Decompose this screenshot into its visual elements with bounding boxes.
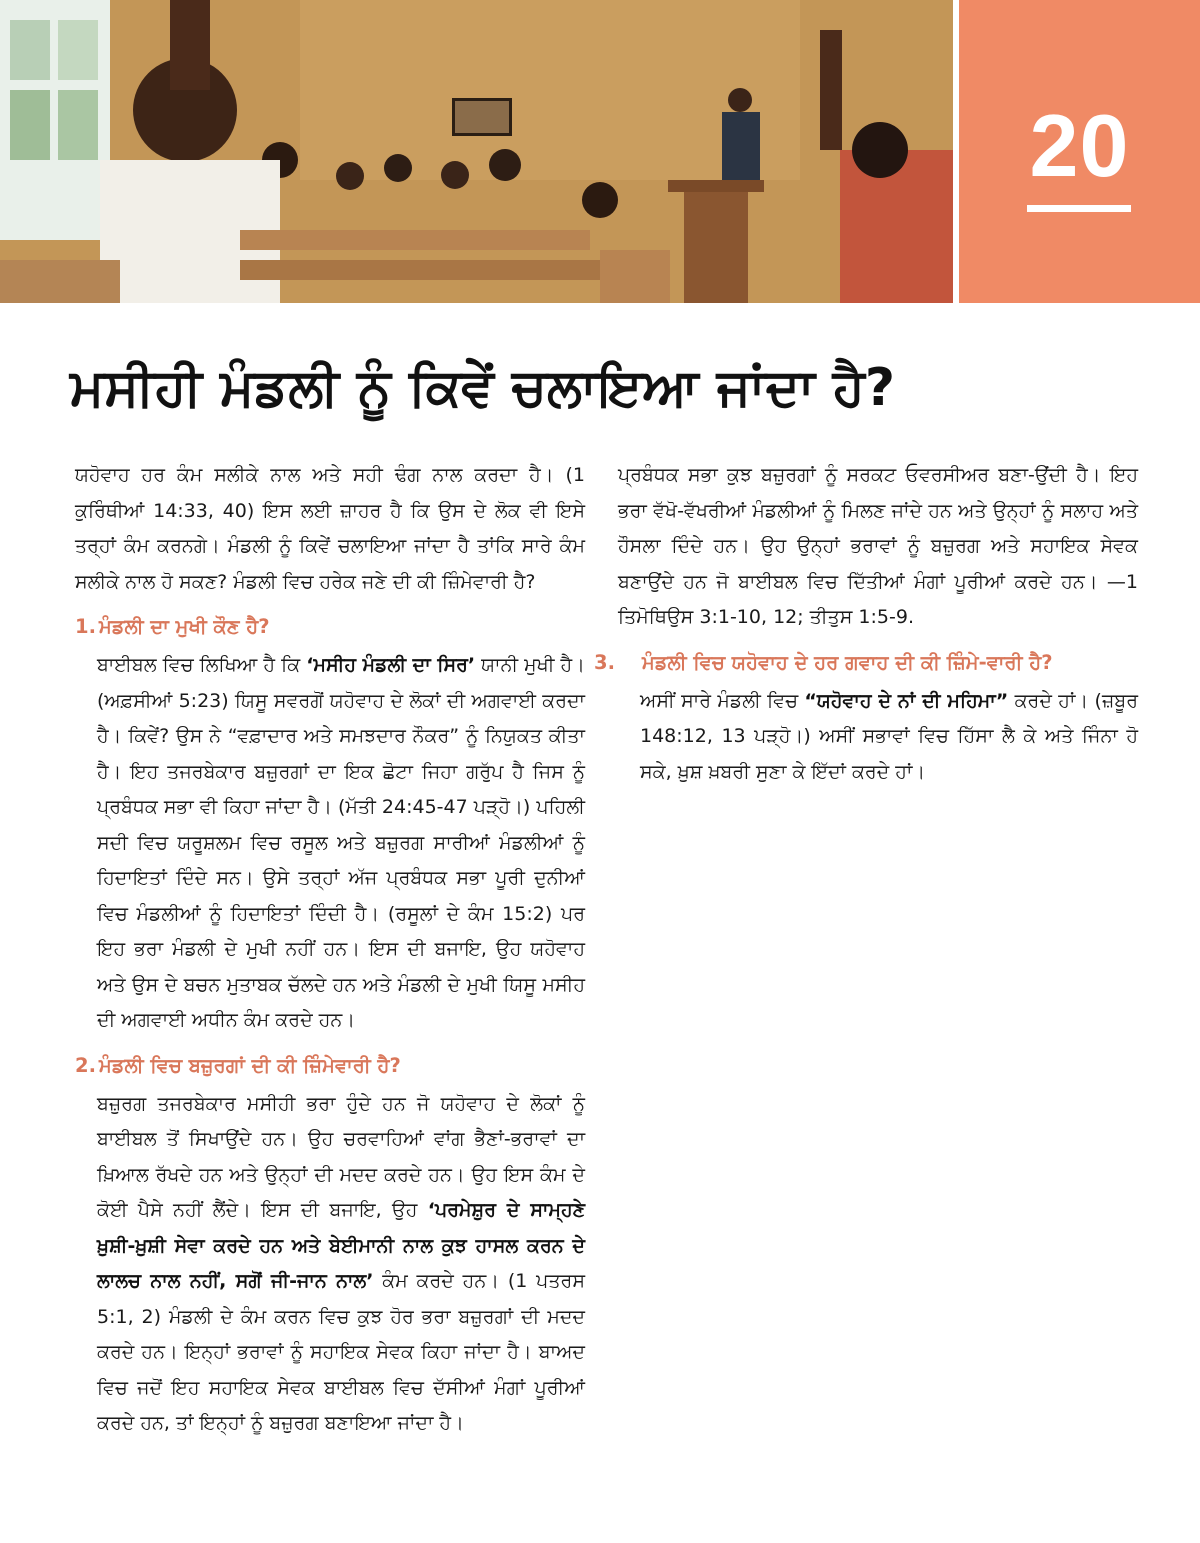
answer-2-emphasis: ‘ਪਰਮੇਸ਼ੁਰ ਦੇ ਸਾਮ੍ਹਣੇ ਖ਼ੁਸ਼ੀ-ਖ਼ੁਸ਼ੀ ਸੇਵਾ ਕਰਦੇ ਹਨ ਅਤੇ ਬੇਈਮਾਨੀ ਨਾਲ ਕੁਝ ਹਾਸਲ ਕਰਨ ਦੇ ਲਾਲਚ ਨਾਲ ਨਹੀਂ, ਸਗੋਂ ਜੀ-ਜਾਨ ਨਾਲ’ <box>97 1199 585 1292</box>
question-2-number: 2. <box>75 1053 96 1077</box>
speaker-figure <box>722 112 760 182</box>
question-2-heading <box>75 1049 585 1083</box>
intro-paragraph: ਯਹੋਵਾਹ ਹਰ ਕੰਮ ਸਲੀਕੇ ਨਾਲ ਅਤੇ ਸਹੀ ਢੰਗ ਨਾਲ ਕਰਦਾ ਹੈ। (1 ਕੁਰਿੰਥੀਆਂ 14:33, 40) ਇਸ ਲਈ ਜ਼ਾਹਰ ਹੈ ਕਿ ਉਸ ਦੇ ਲੋਕ ਵੀ ਇਸੇ ਤਰ੍ਹਾਂ ਕੰਮ ਕਰਨਗੇ। ਮੰਡਲੀ ਨੂੰ ਕਿਵੇਂ ਚਲਾਇਆ ਜਾਂਦਾ ਹੈ ਤਾਂਕਿ ਸਾਰੇ ਕੰਮ ਸਲੀਕੇ ਨਾਲ ਹੋ ਸਕਣ? ਮੰਡਲੀ ਵਿਚ ਹਰੇਕ ਜਣੇ ਦੀ ਕੀ ਜ਼ਿੰਮੇਵਾਰੀ ਹੈ? <box>75 464 585 593</box>
lesson-number-box <box>959 0 1200 303</box>
answer-1-paragraph <box>75 648 585 1039</box>
audience-member <box>840 150 953 303</box>
page-title: ਮਸੀਹੀ ਮੰਡਲੀ ਨੂੰ ਕਿਵੇਂ ਚਲਾਇਆ ਜਾਂਦਾ ਹੈ? <box>70 358 895 418</box>
answer-2-text-b: ਕੰਮ ਕਰਦੇ ਹਨ। (1 ਪਤਰਸ 5:1, 2) ਮੰਡਲੀ ਦੇ ਕੰਮ ਕਰਨ ਵਿਚ ਕੁਝ ਹੋਰ ਭਰਾ ਬਜ਼ੁਰਗਾਂ ਦੀ ਮਦਦ ਕਰਦੇ ਹਨ। ਇਨ੍ਹਾਂ ਭਰਾਵਾਂ ਨੂੰ ਸਹਾਇਕ ਸੇਵਕ ਕਿਹਾ ਜਾਂਦਾ ਹੈ। ਬਾਅਦ ਵਿਚ ਜਦੋਂ ਇਹ ਸਹਾਇਕ ਸੇਵਕ ਬਾਈਬਲ ਵਿਚ ਦੱਸੀਆਂ ਮੰਗਾਂ ਪੂਰੀਆਂ ਕਰਦੇ ਹਨ, ਤਾਂ ਇਨ੍ਹਾਂ ਨੂੰ ਬਜ਼ੁਰਗ ਬਣਾਇਆ ਜਾਂਦਾ ਹੈ। <box>97 1270 585 1434</box>
bench <box>240 230 590 250</box>
answer-3-paragraph <box>618 684 1138 791</box>
answer-3-emphasis: “ਯਹੋਵਾਹ ਦੇ ਨਾਂ ਦੀ ਮਹਿਮਾ” <box>804 689 1009 712</box>
lesson-number: 20 <box>1029 96 1130 195</box>
left-column <box>75 458 585 1448</box>
question-2-text: ਮੰਡਲੀ ਵਿਚ ਬਜ਼ੁਰਗਾਂ ਦੀ ਕੀ ਜ਼ਿੰਮੇਵਾਰੀ ਹੈ? <box>99 1053 401 1077</box>
question-3-heading <box>594 646 1138 680</box>
answer-2-paragraph <box>75 1087 585 1442</box>
hero-image <box>0 0 953 303</box>
answer-1-emphasis: ‘ਮਸੀਹ ਮੰਡਲੀ ਦਾ ਸਿਰ’ <box>306 654 476 676</box>
right-column <box>594 458 1138 796</box>
question-3-number: 3. <box>594 650 615 674</box>
lesson-number-underline <box>1027 205 1131 212</box>
congregation-meeting-illustration <box>0 0 953 303</box>
answer-2-text-a: ਬਜ਼ੁਰਗ ਤਜਰਬੇਕਾਰ ਮਸੀਹੀ ਭਰਾ ਹੁੰਦੇ ਹਨ ਜੋ ਯਹੋਵਾਹ ਦੇ ਲੋਕਾਂ ਨੂੰ ਬਾਈਬਲ ਤੋਂ ਸਿਖਾਉਂਦੇ ਹਨ। ਉਹ ਚਰਵਾਹਿਆਂ ਵਾਂਗ ਭੈਣਾਂ-ਭਰਾਵਾਂ ਦਾ ਖ਼ਿਆਲ ਰੱਖਦੇ ਹਨ ਅਤੇ ਉਨ੍ਹਾਂ ਦੀ ਮਦਦ ਕਰਦੇ ਹਨ। ਉਹ ਇਸ ਕੰਮ ਦੇ ਕੋਈ ਪੈਸੇ ਨਹੀਂ ਲੈਂਦੇ। ਇਸ ਦੀ ਬਜਾਇ, ਉਹ <box>97 1092 585 1221</box>
answer-3-text-b: ਕਰਦੇ ਹਾਂ। (ਜ਼ਬੂਰ 148:12, 13 ਪੜ੍ਹੋ।) ਅਸੀਂ ਸਭਾਵਾਂ ਵਿਚ ਹਿੱਸਾ ਲੈ ਕੇ ਅਤੇ ਜਿੰਨਾ ਹੋ ਸਕੇ, ਖ਼ੁਸ਼ ਖ਼ਬਰੀ ਸੁਣਾ ਕੇ ਇੱਦਾਂ ਕਰਦੇ ਹਾਂ। <box>640 689 1138 783</box>
podium <box>684 192 748 303</box>
answer-2-paragraph-2: ਪ੍ਰਬੰਧਕ ਸਭਾ ਕੁਝ ਬਜ਼ੁਰਗਾਂ ਨੂੰ ਸਰਕਟ ਓਵਰਸੀਅਰ ਬਣਾ-ਉਂਦੀ ਹੈ। ਇਹ ਭਰਾ ਵੱਖੋ-ਵੱਖਰੀਆਂ ਮੰਡਲੀਆਂ ਨੂੰ ਮਿਲਣ ਜਾਂਦੇ ਹਨ ਅਤੇ ਉਨ੍ਹਾਂ ਨੂੰ ਸਲਾਹ ਅਤੇ ਹੌਸਲਾ ਦਿੰਦੇ ਹਨ। ਉਹ ਉਨ੍ਹਾਂ ਭਰਾਵਾਂ ਨੂੰ ਬਜ਼ੁਰਗ ਅਤੇ ਸਹਾਇਕ ਸੇਵਕ ਬਣਾਉਂਦੇ ਹਨ ਜੋ ਬਾਈਬਲ ਵਿਚ ਦਿੱਤੀਆਂ ਮੰਗਾਂ ਪੂਰੀਆਂ ਕਰਦੇ ਹਨ। —1 ਤਿਮੋਥਿਉਸ 3:1-10, 12; ਤੀਤੁਸ 1:5-9. <box>618 464 1138 628</box>
answer-3-text-a: ਅਸੀਂ ਸਾਰੇ ਮੰਡਲੀ ਵਿਚ <box>640 689 805 712</box>
question-1-number: 1. <box>75 615 96 638</box>
answer-1-text-a: ਬਾਈਬਲ ਵਿਚ ਲਿਖਿਆ ਹੈ ਕਿ <box>97 654 307 676</box>
question-1-text: ਮੰਡਲੀ ਦਾ ਮੁਖੀ ਕੌਣ ਹੈ? <box>99 615 270 638</box>
answer-1-text-b: ਯਾਨੀ ਮੁਖੀ ਹੈ। (ਅਫ਼ਸੀਆਂ 5:23) ਯਿਸੂ ਸਵਰਗੋਂ ਯਹੋਵਾਹ ਦੇ ਲੋਕਾਂ ਦੀ ਅਗਵਾਈ ਕਰਦਾ ਹੈ। ਕਿਵੇਂ? ਉਸ ਨੇ “ਵਫ਼ਾਦਾਰ ਅਤੇ ਸਮਝਦਾਰ ਨੌਕਰ” ਨੂੰ ਨਿਯੁਕਤ ਕੀਤਾ ਹੈ। ਇਹ ਤਜਰਬੇਕਾਰ ਬਜ਼ੁਰਗਾਂ ਦਾ ਇਕ ਛੋਟਾ ਜਿਹਾ ਗਰੁੱਪ ਹੈ ਜਿਸ ਨੂੰ ਪ੍ਰਬੰਧਕ ਸਭਾ ਵੀ ਕਿਹਾ ਜਾਂਦਾ ਹੈ। (ਮੱਤੀ 24:45-47 ਪੜ੍ਹੋ।) ਪਹਿਲੀ ਸਦੀ ਵਿਚ ਯਰੂਸ਼ਲਮ ਵਿਚ ਰਸੂਲ ਅਤੇ ਬਜ਼ੁਰਗ ਸਾਰੀਆਂ ਮੰਡਲੀਆਂ ਨੂੰ ਹਿਦਾਇਤਾਂ ਦਿੰਦੇ ਸਨ। ਉਸੇ ਤਰ੍ਹਾਂ ਅੱਜ ਪ੍ਰਬੰਧਕ ਸਭਾ ਪੂਰੀ ਦੁਨੀਆਂ ਵਿਚ ਮੰਡਲੀਆਂ ਨੂੰ ਹਿਦਾਇਤਾਂ ਦਿੰਦੀ ਹੈ। (ਰਸੂਲਾਂ ਦੇ ਕੰਮ 15:2) ਪਰ ਇਹ ਭਰਾ ਮੰਡਲੀ ਦੇ ਮੁਖੀ ਨਹੀਂ ਹਨ। ਇਸ ਦੀ ਬਜਾਇ, ਉਹ ਯਹੋਵਾਹ ਅਤੇ ਉਸ ਦੇ ਬਚਨ ਮੁਤਾਬਕ ਚੱਲਦੇ ਹਨ ਅਤੇ ਮੰਡਲੀ ਦੇ ਮੁਖੀ ਯਿਸੂ ਮਸੀਹ ਦੀ ਅਗਵਾਈ ਅਧੀਨ ਕੰਮ ਕਰਦੇ ਹਨ। <box>97 654 585 1031</box>
question-1-heading <box>75 610 585 644</box>
question-3-text: ਮੰਡਲੀ ਵਿਚ ਯਹੋਵਾਹ ਦੇ ਹਰ ਗਵਾਹ ਦੀ ਕੀ ਜ਼ਿੰਮੇ-ਵਾਰੀ ਹੈ? <box>642 650 1053 674</box>
